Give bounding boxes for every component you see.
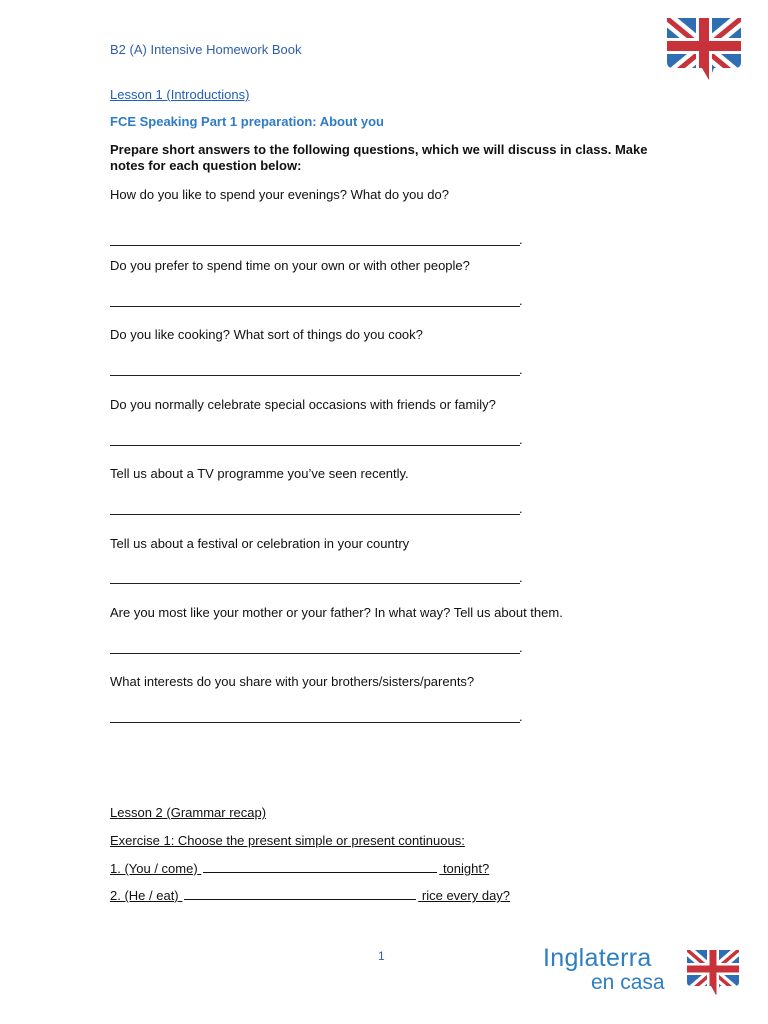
union-jack-footer-icon <box>685 948 741 996</box>
answer-line-6[interactable] <box>110 583 520 584</box>
exercise-item-2 <box>110 887 510 903</box>
answer-end-7: . <box>519 640 523 655</box>
exercise-item-2-blank[interactable] <box>184 887 416 900</box>
answer-end-5: . <box>519 501 523 516</box>
lesson-1-link[interactable]: Lesson 1 (Introductions) <box>110 87 250 102</box>
exercise-item-1-blank[interactable] <box>203 860 437 873</box>
answer-line-2[interactable] <box>110 306 520 307</box>
document-header-title: B2 (A) Intensive Homework Book <box>110 42 302 57</box>
answer-end-6: . <box>519 570 523 585</box>
answer-end-2: . <box>519 293 523 308</box>
lesson-2-link[interactable]: Lesson 2 (Grammar recap) <box>110 805 267 820</box>
brand-subtitle: en casa <box>591 971 665 994</box>
question-3: Do you like cooking? What sort of things do you cook? <box>110 327 423 342</box>
brand-name: Inglaterra <box>543 944 652 972</box>
answer-line-3[interactable] <box>110 375 520 376</box>
question-8: What interests do you share with your brothers/sisters/parents? <box>110 674 475 689</box>
answer-end-1: . <box>519 232 523 247</box>
union-jack-logo-icon <box>664 16 744 82</box>
section-heading: FCE Speaking Part 1 preparation: About you <box>110 114 384 129</box>
exercise-item-2-prefix: 2. (He / eat) <box>110 888 179 903</box>
question-6: Tell us about a festival or celebration in your country <box>110 536 410 551</box>
question-1: How do you like to spend your evenings? What do you do? <box>110 187 449 202</box>
question-2: Do you prefer to spend time on your own or with other people? <box>110 258 470 273</box>
exercise-1-instructions: Exercise 1: Choose the present simple or present continuous: <box>110 833 465 848</box>
answer-line-8[interactable] <box>110 722 520 723</box>
answer-line-5[interactable] <box>110 514 520 515</box>
brand-logo <box>543 944 743 1000</box>
answer-line-4[interactable] <box>110 445 520 446</box>
instructions-text: Prepare short answers to the following questions, which we will discuss in class. Make notes for each question below: <box>110 142 648 173</box>
question-5: Tell us about a TV programme you’ve seen recently. <box>110 466 409 481</box>
exercise-item-1-prefix: 1. (You / come) <box>110 861 198 876</box>
answer-line-1[interactable] <box>110 245 520 246</box>
answer-end-3: . <box>519 362 523 377</box>
question-7: Are you most like your mother or your father? In what way? Tell us about them. <box>110 605 563 620</box>
answer-line-7[interactable] <box>110 653 520 654</box>
question-4: Do you normally celebrate special occasions with friends or family? <box>110 397 496 412</box>
answer-end-8: . <box>519 709 523 724</box>
exercise-item-1 <box>110 860 489 876</box>
answer-end-4: . <box>519 432 523 447</box>
exercise-item-2-suffix: rice every day? <box>421 888 511 903</box>
page-number: 1 <box>378 949 385 963</box>
exercise-item-1-suffix: tonight? <box>442 861 490 876</box>
